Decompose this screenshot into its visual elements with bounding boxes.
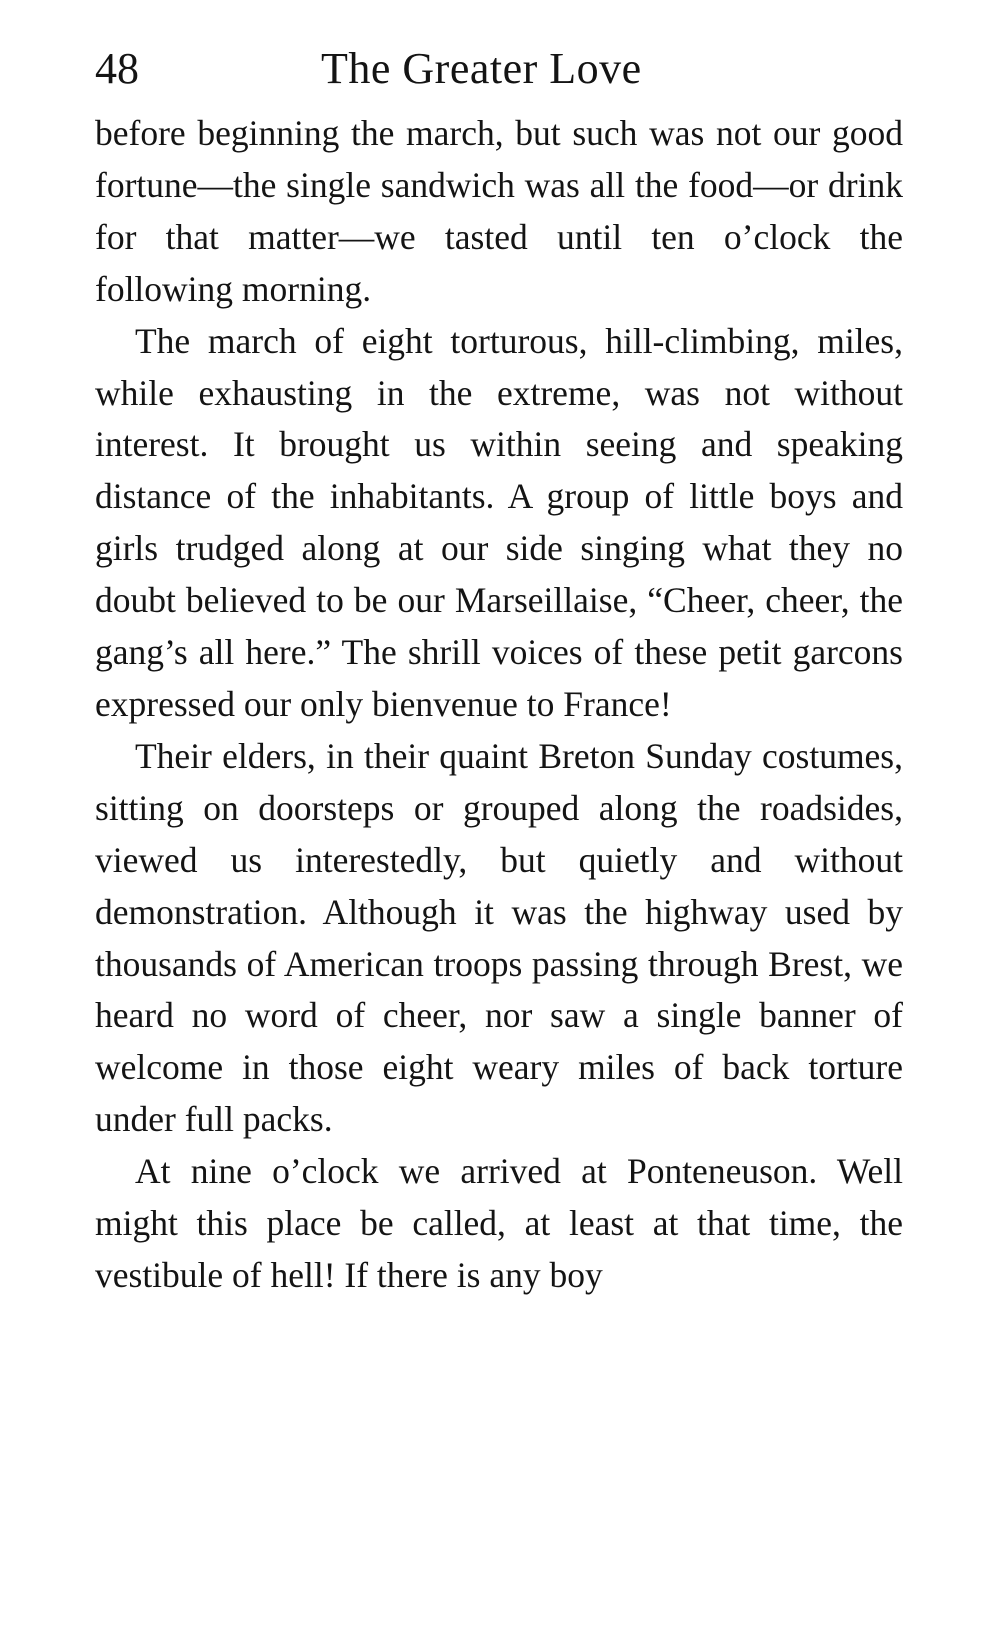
paragraph-ponteneuson: At nine o’clock we arrived at Ponteneuson. Well might this place be called, at least at that time, the vestibule of hell! If there is any boy	[95, 1151, 903, 1295]
paragraph-continued: before beginning the march, but such was not our good fortune—the single sandwich was all the food—or drink for that matter—we tasted until ten o’clock the following morning.	[95, 113, 903, 309]
body-text	[95, 108, 903, 1302]
running-title: The Greater Love	[321, 44, 642, 93]
running-head	[95, 38, 903, 100]
page-number: 48	[95, 44, 139, 93]
paragraph-elders: Their elders, in their quaint Breton Sunday costumes, sitting on doorsteps or grouped along the roadsides, viewed us interestedly, but quietly and without demonstration. Although it was the highway used by thousands of American troops passing through Brest, we heard no word of cheer, nor saw a single banner of welcome in those eight weary miles of back torture under full packs.	[95, 735, 903, 1140]
book-page	[95, 38, 903, 1302]
paragraph-march: The march of eight torturous, hill-climbing, miles, while exhausting in the extreme, was not without interest. It brought us within seeing and speaking distance of the inhabitants. A group of little boys and girls trudged along at our side singing what they no doubt believed to be our Marseillaise, “Cheer, cheer, the gang’s all here.” The shrill voices of these petit garcons expressed our only bienvenue to France!	[95, 320, 903, 724]
